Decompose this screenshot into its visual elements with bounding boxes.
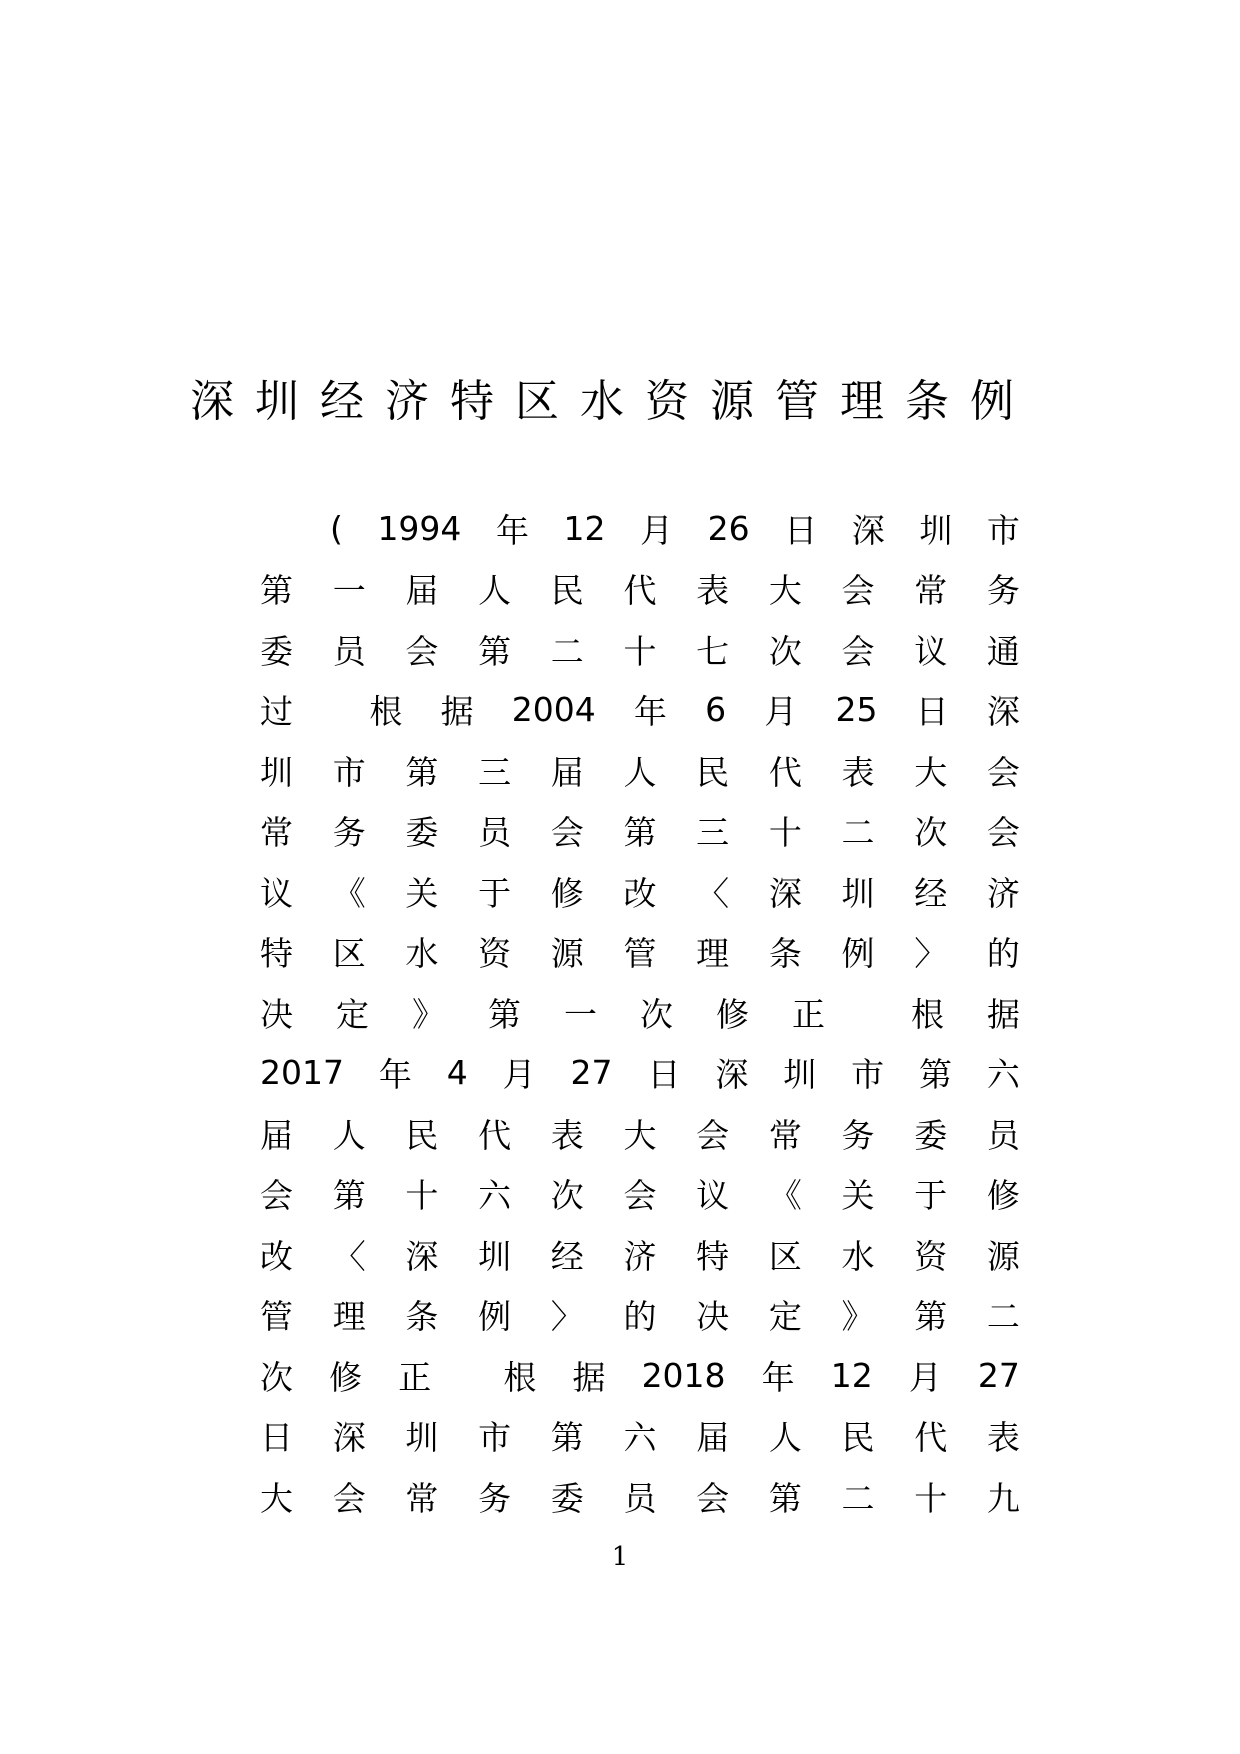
preamble-token: 修	[550, 873, 584, 913]
preamble-token: 六	[986, 1055, 1020, 1095]
preamble-token: 一	[564, 994, 597, 1034]
preamble-token: 于	[914, 1176, 948, 1216]
preamble-line	[260, 861, 1020, 922]
preamble-token: 年	[378, 1055, 412, 1095]
preamble-token: 水	[841, 1236, 875, 1276]
preamble-token: 水	[405, 934, 439, 974]
preamble-token: 区	[768, 1236, 802, 1276]
preamble-token: 二	[550, 631, 584, 671]
preamble-line	[260, 619, 1020, 680]
preamble-token: 2017	[260, 1053, 344, 1093]
preamble-token: 六	[623, 1418, 657, 1458]
preamble-token: 十	[768, 813, 802, 853]
preamble-token: 决	[260, 994, 293, 1034]
preamble-token: 代	[478, 1115, 512, 1155]
preamble-line	[260, 1164, 1020, 1225]
preamble-token: 六	[478, 1176, 512, 1216]
preamble-token: 代	[914, 1418, 948, 1458]
preamble-token: 次	[550, 1176, 584, 1216]
preamble-token: 会	[550, 813, 584, 853]
preamble-token: 〈	[696, 873, 730, 913]
preamble-token: 深	[986, 692, 1020, 732]
preamble-token: 委	[260, 631, 293, 671]
preamble-token: 表	[841, 752, 875, 792]
preamble-token: 人	[332, 1115, 366, 1155]
preamble-token: 市	[851, 1055, 885, 1095]
preamble-token: 定	[768, 1297, 802, 1337]
preamble-line	[260, 1406, 1020, 1467]
preamble-token: 务	[332, 813, 366, 853]
preamble-line	[260, 559, 1020, 620]
preamble-token: 员	[478, 813, 512, 853]
preamble-token: 根	[911, 994, 944, 1034]
preamble-token: 大	[914, 752, 948, 792]
preamble-token: 资	[914, 1236, 948, 1276]
preamble-token: 圳	[260, 752, 293, 792]
preamble-token: 民	[696, 752, 730, 792]
preamble-line	[260, 1224, 1020, 1285]
preamble-token: 次	[914, 813, 948, 853]
preamble-token: 根	[503, 1357, 537, 1397]
preamble-token: 表	[986, 1418, 1020, 1458]
preamble-token: 据	[440, 692, 474, 732]
preamble-line	[260, 801, 1020, 862]
preamble-token: 一	[332, 571, 366, 611]
preamble-line	[260, 1043, 1020, 1104]
preamble-token: 常	[768, 1115, 802, 1155]
preamble-token: 圳	[919, 510, 953, 550]
preamble-token: 正	[398, 1357, 432, 1397]
preamble-token: 深	[332, 1418, 366, 1458]
preamble-line	[260, 1466, 1020, 1527]
preamble-token: 月	[502, 1055, 536, 1095]
preamble-line	[260, 740, 1020, 801]
preamble-token: 12	[830, 1355, 873, 1395]
preamble-token: 《	[332, 873, 366, 913]
preamble-token: 《	[768, 1176, 802, 1216]
preamble-line	[260, 922, 1020, 983]
preamble-token: 表	[550, 1115, 584, 1155]
preamble-token: 4	[446, 1053, 468, 1093]
preamble-token: 修	[329, 1357, 363, 1397]
preamble-token: 日	[647, 1055, 681, 1095]
preamble-token: 修	[986, 1176, 1020, 1216]
preamble-token: 务	[841, 1115, 875, 1155]
preamble-token: 届	[405, 571, 439, 611]
preamble-token: 第	[914, 1297, 948, 1337]
preamble-token: 议	[696, 1176, 730, 1216]
preamble-line	[260, 680, 1020, 741]
preamble-token: 三	[478, 752, 512, 792]
preamble-token: 年	[761, 1357, 795, 1397]
preamble-token: 于	[478, 873, 512, 913]
preamble-token: 年	[633, 692, 667, 732]
preamble-token: 民	[550, 571, 584, 611]
preamble-token: 十	[405, 1176, 439, 1216]
preamble-token: 济	[986, 873, 1020, 913]
preamble-token: 》	[841, 1297, 875, 1337]
document-title: 深圳经济特区水资源管理条例	[190, 376, 1035, 427]
preamble-token: 条	[405, 1297, 439, 1337]
preamble-token: 会	[623, 1176, 657, 1216]
preamble-token: 日	[260, 1418, 293, 1458]
preamble-token: (	[330, 508, 343, 548]
preamble-token: 年	[495, 510, 529, 550]
preamble-token: 大	[623, 1115, 657, 1155]
preamble-token: 理	[696, 934, 730, 974]
preamble-token: 源	[986, 1236, 1020, 1276]
preamble-token: 大	[260, 1478, 293, 1518]
preamble-token: 深	[405, 1236, 439, 1276]
preamble-token: 1994	[377, 508, 462, 548]
preamble-token: 第	[405, 752, 439, 792]
preamble-token: 市	[332, 752, 366, 792]
preamble-token: 改	[260, 1236, 293, 1276]
preamble-token: 十	[914, 1478, 948, 1518]
preamble-token: 二	[841, 813, 875, 853]
preamble-token: 市	[478, 1418, 512, 1458]
preamble-token: 例	[478, 1297, 512, 1337]
preamble-token: 七	[696, 631, 730, 671]
preamble-line	[260, 1103, 1020, 1164]
preamble-token: 圳	[841, 873, 875, 913]
preamble-token: 的	[623, 1297, 657, 1337]
preamble-line	[260, 1345, 1020, 1406]
preamble-token: 修	[716, 994, 749, 1034]
preamble-token: 民	[405, 1115, 439, 1155]
preamble-token: 〉	[914, 934, 948, 974]
preamble-token: 第	[919, 1055, 952, 1095]
preamble-token: 6	[705, 690, 727, 730]
preamble-token: 〉	[550, 1297, 584, 1337]
preamble-token: 员	[332, 631, 366, 671]
preamble-token: 次	[768, 631, 802, 671]
preamble-token: 委	[550, 1478, 584, 1518]
preamble-token: 圳	[405, 1418, 439, 1458]
preamble-token: 深	[851, 510, 885, 550]
preamble-token: 代	[768, 752, 802, 792]
preamble-token: 据	[572, 1357, 606, 1397]
preamble-token: 员	[623, 1478, 657, 1518]
preamble-token: 关	[841, 1176, 875, 1216]
preamble-token: 月	[764, 692, 798, 732]
preamble-token: 委	[914, 1115, 948, 1155]
preamble-token: 改	[623, 873, 657, 913]
preamble-token: 会	[260, 1176, 293, 1216]
preamble-token: 27	[570, 1053, 613, 1093]
preamble-token: 条	[768, 934, 802, 974]
preamble-token: 〈	[332, 1236, 366, 1276]
preamble-line	[260, 982, 1020, 1043]
preamble-token: 次	[260, 1357, 293, 1397]
preamble-token: 会	[841, 631, 875, 671]
preamble-token: 第	[550, 1418, 584, 1458]
preamble-token: 第	[488, 994, 521, 1034]
preamble-token: 据	[987, 994, 1020, 1034]
preamble-token: 常	[914, 571, 948, 611]
preamble-token: 民	[841, 1418, 875, 1458]
preamble-block	[260, 498, 1020, 1527]
preamble-token: 会	[332, 1478, 366, 1518]
preamble-token: 九	[986, 1478, 1020, 1518]
preamble-token: 表	[696, 571, 730, 611]
preamble-token: 议	[260, 873, 293, 913]
preamble-token: 2018	[641, 1355, 726, 1395]
preamble-token: 第	[332, 1176, 366, 1216]
preamble-token: 常	[260, 813, 293, 853]
preamble-token: 日	[784, 510, 818, 550]
preamble-token: 特	[696, 1236, 730, 1276]
preamble-token: 会	[696, 1115, 730, 1155]
preamble-token: 会	[986, 813, 1020, 853]
preamble-token: 会	[841, 571, 875, 611]
preamble-token: 27	[977, 1355, 1020, 1395]
preamble-token: 根	[369, 692, 403, 732]
preamble-token: 源	[550, 934, 584, 974]
preamble-token: 代	[623, 571, 657, 611]
preamble-token: 二	[986, 1297, 1020, 1337]
preamble-token: 次	[640, 994, 673, 1034]
preamble-token: 第	[260, 571, 293, 611]
preamble-token: 会	[986, 752, 1020, 792]
preamble-token: 深	[715, 1055, 749, 1095]
preamble-token: 三	[696, 813, 730, 853]
preamble-token: 议	[914, 631, 948, 671]
preamble-token: 25	[835, 690, 878, 730]
page-number: 1	[611, 1542, 629, 1572]
preamble-token: 定	[336, 994, 369, 1034]
preamble-token: 务	[986, 571, 1020, 611]
preamble-token: 二	[841, 1478, 875, 1518]
preamble-token: 理	[332, 1297, 366, 1337]
preamble-token: 过	[260, 692, 293, 732]
preamble-token: 届	[696, 1418, 730, 1458]
preamble-token: 管	[260, 1297, 293, 1337]
preamble-token: 管	[623, 934, 657, 974]
preamble-token: 的	[986, 934, 1020, 974]
preamble-token: 日	[915, 692, 949, 732]
preamble-token: 第	[623, 813, 657, 853]
preamble-token: 第	[768, 1478, 802, 1518]
preamble-token: 圳	[783, 1055, 817, 1095]
preamble-token: 决	[696, 1297, 730, 1337]
preamble-token: 人	[478, 571, 512, 611]
preamble-token: 十	[623, 631, 657, 671]
preamble-token: 会	[405, 631, 439, 671]
preamble-token: 人	[768, 1418, 802, 1458]
preamble-token: 届	[260, 1115, 293, 1155]
preamble-token: 特	[260, 934, 293, 974]
preamble-token: 务	[478, 1478, 512, 1518]
preamble-line	[260, 1285, 1020, 1346]
preamble-token: 例	[841, 934, 875, 974]
preamble-token: 委	[405, 813, 439, 853]
preamble-token: 2004	[511, 690, 596, 730]
preamble-token: 区	[332, 934, 366, 974]
preamble-token: 圳	[478, 1236, 512, 1276]
preamble-token: 月	[908, 1357, 942, 1397]
preamble-token: 第	[478, 631, 512, 671]
preamble-token: 员	[986, 1115, 1020, 1155]
preamble-token: 会	[696, 1478, 730, 1518]
preamble-token: 市	[986, 510, 1020, 550]
preamble-token: 济	[623, 1236, 657, 1276]
preamble-token: 资	[478, 934, 512, 974]
preamble-token: 大	[768, 571, 802, 611]
preamble-token: 26	[707, 508, 750, 548]
preamble-token: 12	[563, 508, 606, 548]
preamble-token: 经	[550, 1236, 584, 1276]
preamble-token: 经	[914, 873, 948, 913]
preamble-token: 》	[412, 994, 445, 1034]
preamble-line	[260, 498, 1020, 559]
preamble-token: 正	[792, 994, 825, 1034]
preamble-token: 关	[405, 873, 439, 913]
preamble-token: 通	[986, 631, 1020, 671]
preamble-token: 常	[405, 1478, 439, 1518]
preamble-token: 届	[550, 752, 584, 792]
preamble-token: 月	[640, 510, 674, 550]
preamble-token: 深	[768, 873, 802, 913]
preamble-token: 人	[623, 752, 657, 792]
